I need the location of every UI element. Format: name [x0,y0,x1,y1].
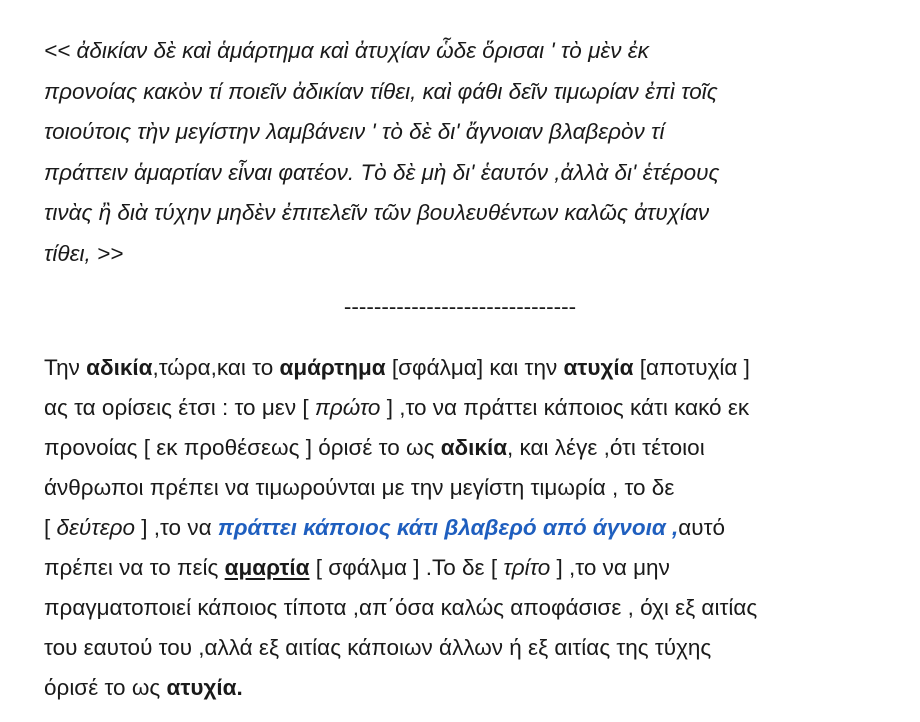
quote-line: << ἀδικίαν δὲ καὶ ἁμάρτημα καὶ ἀτυχίαν ὧδε ὅρισαι ' τὸ μὲν ἐκ [44,38,649,63]
text-run: πρέπει να το πείς [44,555,225,580]
text-run: αυτό [678,515,726,540]
term-amartia: αμαρτία [224,555,310,580]
term-adikia: αδικία [86,355,153,380]
text-run: ,τώρα,και το [152,355,280,380]
separator-line: ------------------------------- [343,294,577,319]
quote-line: προνοίας κακὸν τί ποιεῖν ἀδικίαν τίθει, καὶ φάθι δεῖν τιμωρίαν ἐπὶ τοῖς [44,78,718,104]
text-run: ] ,το να πράττει κάποιος κάτι κακό εκ [380,395,750,420]
term-amartima: αμάρτημα [279,355,386,380]
ordinal-third: τρίτο [503,555,551,580]
ordinal-first: πρώτο [314,395,381,420]
term-adikia: αδικία [440,435,508,460]
greek-quote [44,31,904,274]
translation-line [44,668,914,708]
text-run: [αποτυχία ] [633,355,750,380]
text-run: προνοίας [ εκ προθέσεως ] όρισέ το ως [44,435,441,460]
text-run: , και λέγε ,ότι τέτοιοι [507,435,705,460]
text-run: [ σφάλμα ] .Το δε [ [309,555,504,580]
highlighted-phrase: πράττει κάποιος κάτι βλαβερό από άγνοια , [217,515,679,540]
quote-line: πράττειν ἁμαρτίαν εἶναι φατέον. Τὸ δὲ μὴ δι' ἑαυτόν ,ἀλλὰ δι' ἑτέρους [44,159,720,185]
text-run: Την [44,355,87,380]
translation-line: άνθρωποι πρέπει να τιμωρούνται με την μεγίστη τιμωρία , το δε [44,475,675,500]
text-run: ] ,το να μην [550,555,670,580]
quote-line: τοιούτοις τὴν μεγίστην λαμβάνειν ' τὸ δὲ δι' ἄγνοιαν βλαβερὸν τί [44,119,665,144]
quote-line: τίθει, >> [44,240,124,266]
translation-line [44,428,914,468]
text-run: ας τα ορίσεις έτσι : το μεν [ [44,395,315,420]
translation-line [44,348,914,388]
term-atyxia: ατυχία. [166,675,243,700]
text-run: [ [44,515,57,540]
translation-line: πραγματοποιεί κάποιος τίποτα ,απ΄όσα καλώς αποφάσισε , όχι εξ αιτίας [44,595,758,620]
quote-line: τινὰς ἢ διὰ τύχην μηδὲν ἐπιτελεῖν τῶν βουλευθέντων καλῶς ἀτυχίαν [44,200,710,225]
ordinal-second: δεύτερο [56,515,135,540]
translation-line: του εαυτού του ,αλλά εξ αιτίας κάποιων άλλων ή εξ αιτίας της τύχης [44,635,712,660]
text-run: ] ,το να [134,515,218,540]
term-atyxia: ατυχία [563,355,634,380]
translation-line [44,388,914,428]
text-run: [σφάλμα] και την [385,355,564,380]
translation-line [44,508,914,548]
translation-line [44,548,914,588]
modern-greek-translation [44,348,914,708]
text-run: όρισέ το ως [44,675,167,700]
